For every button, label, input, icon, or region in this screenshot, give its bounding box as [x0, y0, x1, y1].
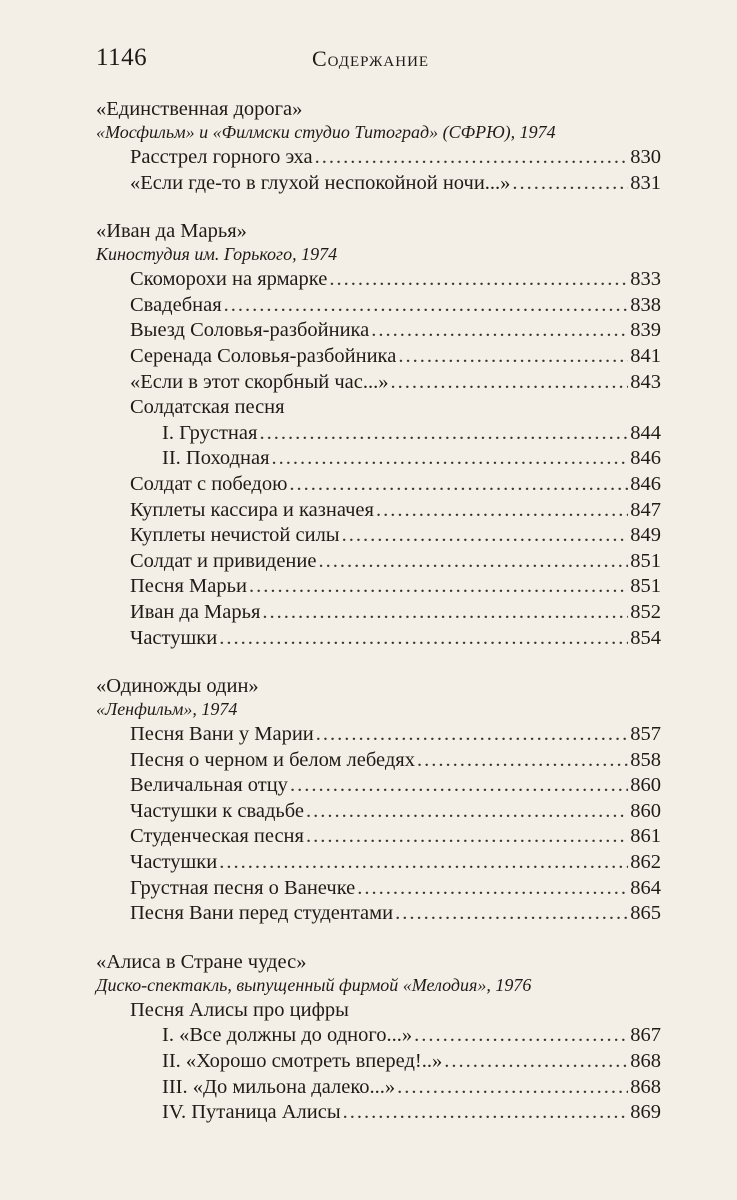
- entry-page-number: 844: [630, 421, 661, 444]
- toc-section: [96, 950, 661, 1126]
- dot-leader: [289, 472, 628, 498]
- entry-page-number: 839: [630, 319, 661, 342]
- entry-title: Солдат с победою: [130, 472, 288, 495]
- section-title: «Алиса в Стране чудес»: [96, 950, 307, 973]
- entry-page-number: 860: [630, 799, 661, 822]
- entry-page-number: 849: [630, 524, 661, 547]
- entry-title: Студенческая песня: [130, 825, 304, 848]
- entry-title: Величальная отцу: [130, 774, 288, 797]
- section-title: «Иван да Марья»: [96, 220, 247, 243]
- dot-leader: [315, 145, 629, 171]
- entry-page-number: 857: [630, 723, 661, 746]
- entry-title: Свадебная: [130, 293, 222, 316]
- dot-leader: [259, 421, 628, 447]
- entry-title: «Если где-то в глухой неспокойной ночи...»: [130, 171, 511, 194]
- section-studio: «Мосфильм» и «Филмски студио Титоград» (СФРЮ), 1974: [96, 122, 556, 142]
- toc-entry: [96, 876, 661, 902]
- entry-title: «Если в этот скорбный час...»: [130, 370, 389, 393]
- dot-leader: [306, 824, 628, 850]
- entry-page-number: 864: [630, 876, 661, 899]
- entry-title: Солдатская песня: [130, 396, 285, 419]
- toc-entry: [96, 472, 661, 498]
- toc-entry: [96, 1100, 661, 1126]
- section-title: «Единственная дорога»: [96, 98, 303, 120]
- toc-entry: [96, 498, 661, 524]
- dot-leader: [318, 549, 628, 575]
- dot-leader: [397, 1075, 628, 1101]
- toc-entry: [96, 344, 661, 370]
- toc-entry: [96, 1049, 661, 1075]
- toc-entry: [96, 318, 661, 344]
- entry-page-number: 846: [630, 472, 661, 495]
- entry-page-number: 860: [630, 774, 661, 797]
- entry-page-number: 831: [630, 171, 661, 194]
- toc-entry: [96, 293, 661, 319]
- entry-page-number: 847: [630, 498, 661, 521]
- toc-entry: [96, 799, 661, 825]
- entry-page-number: 841: [630, 344, 661, 367]
- dot-leader: [316, 722, 628, 748]
- entry-title: Выезд Соловья-разбойника: [130, 319, 370, 342]
- entry-title: Грустная песня о Ванечке: [130, 876, 356, 899]
- toc-entry: [96, 421, 661, 447]
- dot-leader: [272, 446, 629, 472]
- entry-page-number: 851: [630, 549, 661, 572]
- toc-entry: [96, 824, 661, 850]
- dot-leader: [357, 876, 628, 902]
- entry-title: II. Походная: [162, 447, 270, 470]
- entry-title: Иван да Марья: [130, 600, 261, 623]
- dot-leader: [390, 370, 628, 396]
- section-studio: Диско-спектакль, выпущенный фирмой «Мелодия», 1976: [96, 974, 532, 995]
- entry-page-number: 865: [630, 902, 661, 925]
- entry-title: Куплеты кассира и казначея: [130, 498, 374, 521]
- toc-section: [96, 97, 661, 196]
- entry-title: Песня Марьи: [130, 575, 247, 598]
- entry-title: II. «Хорошо смотреть вперед!..»: [162, 1050, 443, 1073]
- toc-entry: [96, 574, 661, 600]
- entry-page-number: 858: [630, 748, 661, 771]
- entry-title: I. Грустная: [162, 421, 258, 444]
- entry-page-number: 843: [630, 370, 661, 393]
- dot-leader: [376, 498, 628, 524]
- toc-entry: [96, 523, 661, 549]
- entry-page-number: 833: [630, 268, 661, 291]
- dot-leader: [512, 171, 628, 197]
- section-studio: «Ленфильм», 1974: [96, 699, 238, 720]
- toc-entry: [96, 267, 661, 293]
- dot-leader: [343, 1100, 629, 1126]
- toc-entry: [96, 901, 661, 927]
- dot-leader: [249, 574, 628, 600]
- toc-entry: [96, 773, 661, 799]
- dot-leader: [306, 799, 628, 825]
- entry-title: Частушки: [130, 626, 218, 649]
- entry-page-number: 867: [630, 1024, 661, 1047]
- entry-title: III. «До мильона далеко...»: [162, 1075, 396, 1098]
- dot-leader: [329, 267, 628, 293]
- entry-page-number: 862: [630, 851, 661, 874]
- entry-page-number: 838: [630, 293, 661, 316]
- entry-title: Песня Вани у Марии: [130, 723, 314, 746]
- entry-title: Частушки: [130, 851, 218, 874]
- entry-page-number: 868: [630, 1050, 661, 1073]
- entry-title: Скоморохи на ярмарке: [130, 268, 328, 291]
- toc-entry: [96, 998, 661, 1024]
- page-header: [96, 44, 641, 78]
- dot-leader: [262, 600, 628, 626]
- toc-entry: [96, 600, 661, 626]
- toc-entry: [96, 626, 661, 652]
- dot-leader: [398, 344, 628, 370]
- toc-entry: [96, 171, 661, 197]
- table-of-contents: [96, 97, 661, 1149]
- dot-leader: [224, 293, 629, 319]
- entry-title: Песня о черном и белом лебедях: [130, 748, 415, 771]
- toc-entry: [96, 370, 661, 396]
- dot-leader: [342, 523, 629, 549]
- toc-entry: [96, 145, 661, 171]
- entry-page-number: 869: [630, 1101, 661, 1124]
- entry-title: Куплеты нечистой силы: [130, 524, 340, 547]
- entry-page-number: 852: [630, 600, 661, 623]
- entry-page-number: 851: [630, 575, 661, 598]
- section-studio: Киностудия им. Горького, 1974: [96, 244, 338, 265]
- dot-leader: [395, 901, 628, 927]
- entry-page-number: 854: [630, 626, 661, 649]
- entry-title: Расстрел горного эха: [130, 146, 313, 168]
- running-head: Содержание: [312, 46, 430, 71]
- toc-entry: [96, 1023, 661, 1049]
- toc-entry: [96, 748, 661, 774]
- toc-entry: [96, 446, 661, 472]
- dot-leader: [371, 318, 628, 344]
- dot-leader: [219, 626, 628, 652]
- toc-section: [96, 219, 661, 651]
- entry-title: Песня Алисы про цифры: [130, 998, 349, 1021]
- toc-entry: [96, 1075, 661, 1101]
- toc-entry: [96, 850, 661, 876]
- toc-entry: [96, 722, 661, 748]
- entry-title: I. «Все должны до одного...»: [162, 1024, 413, 1047]
- toc-entry: [96, 549, 661, 575]
- entry-title: Песня Вани перед студентами: [130, 902, 394, 925]
- entry-title: Солдат и привидение: [130, 549, 317, 572]
- entry-title: IV. Путаница Алисы: [162, 1101, 341, 1124]
- dot-leader: [444, 1049, 628, 1075]
- toc-section: [96, 674, 661, 927]
- dot-leader: [219, 850, 628, 876]
- entry-page-number: 846: [630, 447, 661, 470]
- entry-title: Серенада Соловья-разбойника: [130, 344, 397, 367]
- page-number: 1146: [96, 44, 148, 71]
- toc-entry: [96, 395, 661, 421]
- dot-leader: [414, 1023, 628, 1049]
- entry-title: Частушки к свадьбе: [130, 799, 305, 822]
- section-title: «Одиножды один»: [96, 675, 259, 698]
- entry-page-number: 861: [630, 825, 661, 848]
- entry-page-number: 868: [630, 1075, 661, 1098]
- dot-leader: [417, 748, 628, 774]
- entry-page-number: 830: [630, 146, 661, 168]
- dot-leader: [290, 773, 628, 799]
